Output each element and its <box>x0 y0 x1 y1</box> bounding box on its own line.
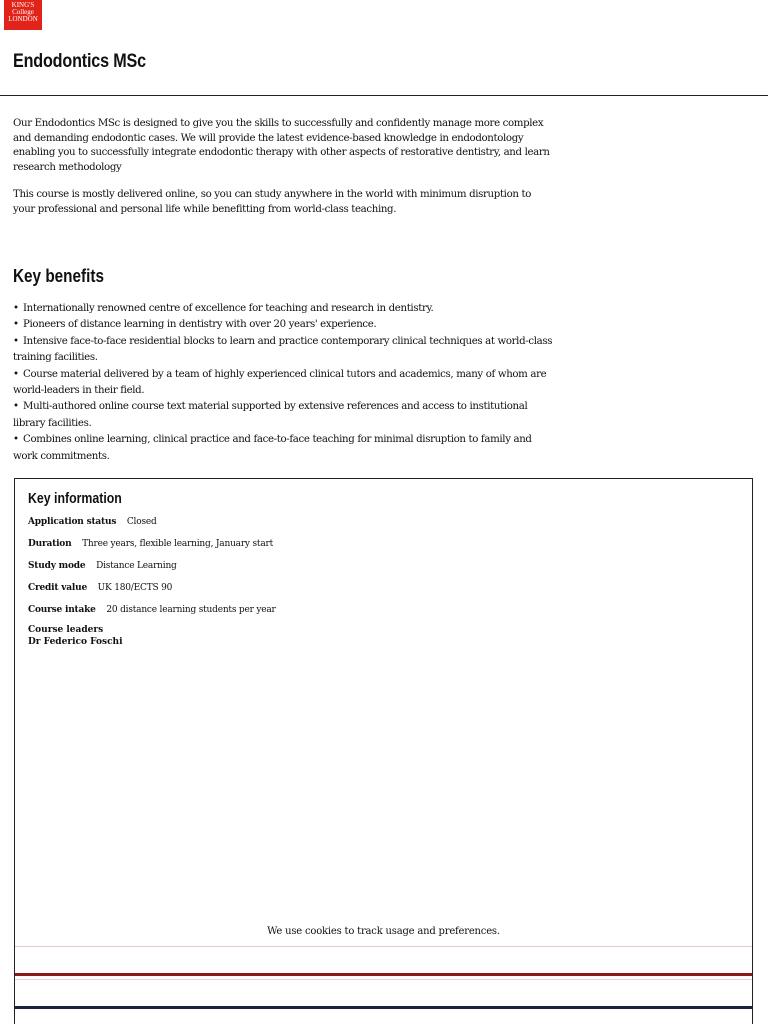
course-leaders <box>28 624 123 648</box>
study-mode-label: Study mode <box>28 561 86 571</box>
key-benefits-list <box>13 301 553 465</box>
benefit-item: • Multi-authored online course text material supported by extensive references and access to institutional library facilities. <box>13 399 553 432</box>
cookie-accent-bar-red <box>15 973 752 976</box>
benefit-item: • Pioneers of distance learning in dentistry with over 20 years' experience. <box>13 317 553 333</box>
logo-line-1: KING'S <box>11 1 35 9</box>
study-mode-value: Distance Learning <box>96 561 177 571</box>
cookie-divider <box>15 946 752 947</box>
key-information-heading: Key information <box>28 491 122 507</box>
duration-row <box>28 538 273 550</box>
study-mode-row <box>28 560 177 572</box>
kings-college-logo[interactable] <box>4 0 42 30</box>
course-intake-value: 20 distance learning students per year <box>106 605 276 615</box>
benefit-item: • Combines online learning, clinical practice and face-to-face teaching for minimal disruption to family and work commitments. <box>13 432 553 465</box>
key-information-panel <box>14 478 753 1024</box>
title-divider <box>0 95 768 96</box>
course-intake-label: Course intake <box>28 605 96 615</box>
intro-paragraph-2: This course is mostly delivered online, so you can study anywhere in the world with minimum disruption to your professional and personal life while benefitting from world-class teaching. <box>13 189 532 215</box>
credit-value-row <box>28 582 172 594</box>
application-status-row <box>28 516 157 528</box>
logo-line-3: LONDON <box>8 15 38 23</box>
benefit-item: • Intensive face-to-face residential blocks to learn and practice contemporary clinical techniques at world-class training facilities. <box>13 334 553 367</box>
page-title: Endodontics MSc <box>13 51 146 72</box>
duration-label: Duration <box>28 539 72 549</box>
course-intake-row <box>28 604 276 616</box>
benefit-item: • Course material delivered by a team of highly experienced clinical tutors and academics, many of whom are world-leaders in their field. <box>13 367 553 400</box>
key-benefits-heading: Key benefits <box>13 266 104 286</box>
credit-value-value: UK 180/ECTS 90 <box>97 583 173 593</box>
application-status-value: Closed <box>126 517 157 527</box>
cookie-divider <box>15 979 752 980</box>
application-status-label: Application status <box>28 517 117 527</box>
cookie-notice: We use cookies to track usage and preferences. <box>267 926 500 937</box>
course-leaders-label: Course leaders <box>28 625 104 635</box>
credit-value-label: Credit value <box>28 583 87 593</box>
intro-section <box>13 117 553 230</box>
course-leader-name[interactable]: Dr Federico Foschi <box>28 637 123 647</box>
duration-value: Three years, flexible learning, January start <box>82 539 274 549</box>
logo-line-2: College <box>12 8 34 16</box>
intro-paragraph-1: Our Endodontics MSc is designed to give you the skills to successfully and confidently manage more complex and demanding endodontic cases. We will provide the latest evidence-based knowledge in endodontology enabling you to successfully integrate endodontic therapy with other aspects of restorative dentistry, and learn research methodology <box>13 118 550 173</box>
benefit-item: • Internationally renowned centre of excellence for teaching and research in dentistry. <box>13 301 553 317</box>
cookie-accent-bar-navy <box>15 1006 752 1009</box>
